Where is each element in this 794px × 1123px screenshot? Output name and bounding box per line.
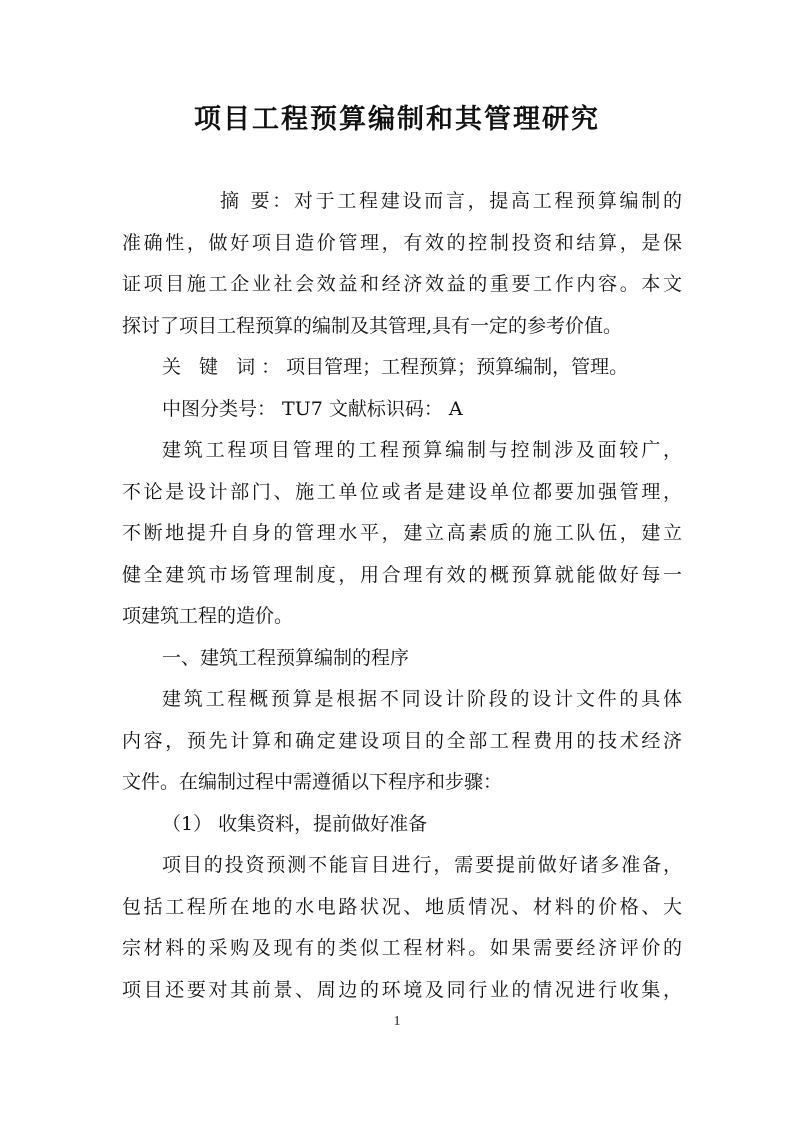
paragraph-1-line-4: 健全建筑市场管理制度，用合理有效的概预算就能做好每一	[122, 563, 682, 586]
page-number: 1	[393, 1014, 401, 1029]
paragraph-2-line-3: 文件。在编制过程中需遵循以下程序和步骤：	[122, 771, 503, 793]
abstract-line-4: 探讨了项目工程预算的编制及其管理,具有一定的参考价值。	[122, 314, 623, 337]
paragraph-3-line-1: 项目的投资预测不能盲目进行，需要提前做好诸多准备，	[162, 854, 682, 876]
document-body	[122, 181, 682, 1011]
abstract-line-3: 证项目施工企业社会效益和经济效益的重要工作内容。本文	[122, 273, 682, 295]
classification-line: 中图分类号： TU7 文献标识码： A	[162, 397, 463, 420]
keywords-line	[122, 347, 682, 389]
paragraph-2-line-1: 建筑工程概预算是根据不同设计阶段的设计文件的具体	[162, 688, 682, 710]
keywords-text: 项目管理；工程预算；预算编制，管理。	[286, 356, 629, 378]
document-title: 项目工程预算编制和其管理研究	[194, 104, 600, 135]
abstract-line-1	[122, 181, 682, 223]
paragraph-3-line-3: 宗材料的采购及现有的类似工程材料。如果需要经济评价的	[122, 937, 682, 959]
paragraph-1-line-2: 不论是设计部门、施工单位或者是建设单位都要加强管理，	[122, 480, 682, 503]
paragraph-3-line-4: 项目还要对其前景、周边的环境及同行业的情况进行收集，	[122, 978, 682, 1001]
abstract-text: 对于工程建设而言，提高工程预算编制的	[293, 190, 682, 212]
keywords-label: 关 键 词：	[162, 356, 287, 378]
paragraph-1-line-5: 项建筑工程的造价。	[122, 605, 294, 627]
subheading-1: （1） 收集资料，提前做好准备	[162, 812, 428, 835]
paragraph-2-line-2: 内容，预先计算和确定建设项目的全部工程费用的技术经济	[122, 729, 682, 752]
paragraph-1-line-3: 不断地提升自身的管理水平，建立高素质的施工队伍，建立	[122, 522, 682, 544]
abstract-label: 摘 要：	[220, 190, 294, 212]
abstract-line-2: 准确性，做好项目造价管理，有效的控制投资和结算，是保	[122, 231, 682, 254]
paragraph-3-line-2: 包括工程所在地的水电路状况、地质情况、材料的价格、大	[122, 895, 682, 918]
paragraph-1-line-1: 建筑工程项目管理的工程预算编制与控制涉及面较广，	[162, 439, 682, 461]
section-heading-1: 一、建筑工程预算编制的程序	[162, 646, 410, 669]
